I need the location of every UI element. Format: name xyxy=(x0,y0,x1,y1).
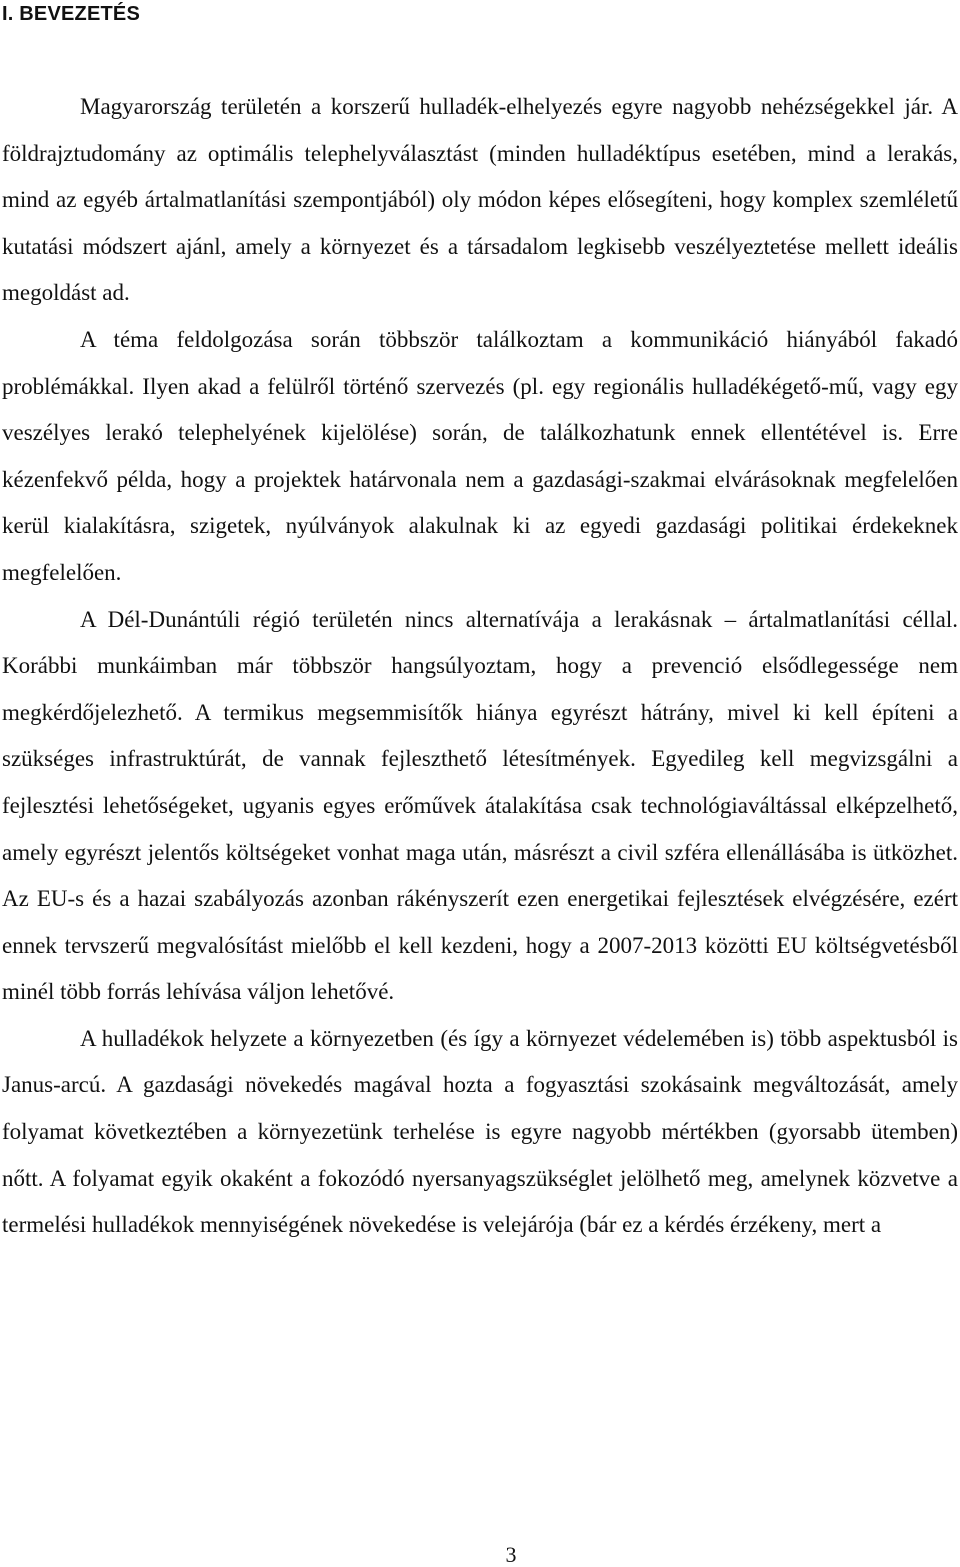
paragraph-4: A hulladékok helyzete a környezetben (és így a környezet védelemében is) több aspektusból is Janus-arcú. A gazdasági növekedés magával hozta a fogyasztási szokásaink megváltozását, amely folyamat következtében a környezetünk terhelése is egyre nagyobb mértékben (gyorsabb ütemben) nőtt. A folyamat egyik okaként a fokozódó nyersanyagszükséglet jelölhető meg, amelynek közvetve a termelési hulladékok mennyiségének növekedése is velejárója (bár ez a kérdés érzékeny, mert a xyxy=(2,1025,958,1238)
page-number: 3 xyxy=(505,1542,517,1567)
paragraph-2: A téma feldolgozása során többször találkoztam a kommunikáció hiányából fakadó problémákkal. Ilyen akad a felülről történő szervezés (pl. egy regionális hulladékégető-mű, vagy egy veszélyes lerakó telephelyének kijelölése) során, de találkozhatunk ennek ellentétével is. Erre kézenfekvő példa, hogy a projektek határvonala nem a gazdasági-szakmai elvárásoknak megfelelően kerül kialakításra, szigetek, nyúlványok alakulnak ki az egyedi gazdasági politikai érdekeknek megfelelően. xyxy=(2,326,958,585)
paragraph-1: Magyarország területén a korszerű hulladék-elhelyezés egyre nagyobb nehézségekkel jár. A földrajztudomány az optimális telephelyválasztást (minden hulladéktípus esetében, mind a lerakás, mind az egyéb ártalmatlanítási szempontjából) oly módon képes elősegíteni, hogy komplex szemléletű kutatási módszert ajánl, amely a környezet és a társadalom legkisebb veszélyeztetése mellett ideális megoldást ad. xyxy=(2,94,958,306)
paragraph-3: A Dél-Dunántúli régió területén nincs alternatívája a lerakásnak – ártalmatlanítási céllal. Korábbi munkáimban már többször hangsúlyoztam, hogy a prevenció elsődlegessége nem megkérdőjelezhető. A termikus megsemmisítők hiánya egyrészt hátrány, mivel ki kell építeni a szükséges infrastruktúrát, de vannak fejleszthető létesítmények. Egyedileg kell megvizsgálni a fejlesztési lehetőségeket, ugyanis egyes erőművek átalakítása csak technológiaváltással elképzelhető, amely egyrészt jelentős költségeket vonhat maga után, másrészt a civil szféra ellenállásába is ütközhet. Az EU-s és a hazai szabályozás azonban rákényszerít ezen energetikai fejlesztések elvégzésére, ezért ennek tervszerű megvalósítást mielőbb el kell kezdeni, hogy a 2007-2013 közötti EU költségvetésből minél több forrás lehívása váljon lehetővé. xyxy=(2,606,958,1005)
body-text xyxy=(2,84,958,1249)
section-heading: I. BEVEZETÉS xyxy=(2,3,140,25)
